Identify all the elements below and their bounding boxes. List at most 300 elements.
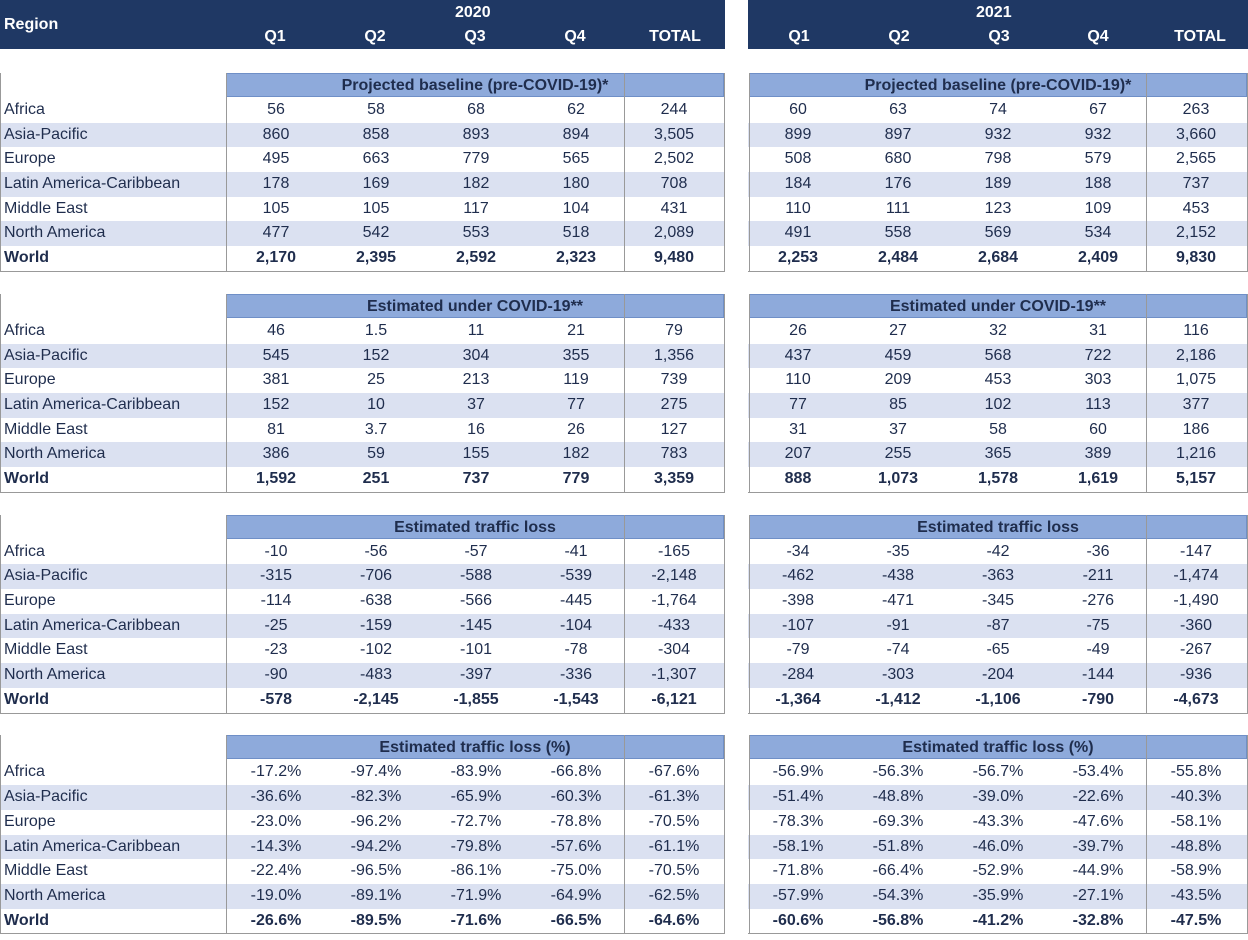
region-label: Asia-Pacific — [4, 788, 88, 806]
section-title: Estimated under COVID-19** — [749, 294, 1247, 318]
cell-q2: 897 — [884, 125, 912, 143]
cell-q3: 568 — [984, 346, 1012, 364]
cell-q3: -52.9% — [972, 862, 1024, 880]
cell-q2: -56.3% — [872, 763, 924, 781]
cell-q2: 3.7 — [364, 420, 388, 438]
cell-q2: -66.4% — [872, 862, 924, 880]
col-q4: Q4 — [564, 28, 586, 45]
col-q2: Q2 — [888, 28, 910, 45]
cell-q3: 213 — [462, 371, 490, 389]
cell-q3: 16 — [467, 420, 485, 438]
cell-q4: -276 — [1081, 592, 1115, 609]
table-row — [0, 172, 725, 197]
year-2021-label: 2021 — [976, 4, 1012, 21]
cell-total: -61.3% — [648, 788, 700, 806]
region-label: World — [4, 469, 50, 487]
grid-line — [1146, 73, 1147, 271]
section-title: Estimated traffic loss (%) — [749, 735, 1247, 759]
cell-q2: -91 — [886, 616, 910, 634]
cell-q3: -43.3% — [972, 812, 1024, 830]
grid-line — [226, 294, 227, 492]
table-row — [0, 540, 725, 565]
table-row — [0, 859, 725, 884]
cell-q2: 176 — [884, 175, 912, 193]
region-label: World — [4, 911, 50, 929]
cell-q3: 123 — [984, 199, 1012, 217]
table-row — [748, 221, 1248, 246]
world-row — [0, 467, 725, 492]
cell-q4: 180 — [562, 175, 590, 193]
cell-q3: -86.1% — [450, 862, 502, 880]
cell-q2: 2,395 — [355, 249, 397, 267]
cell-q3: -363 — [981, 567, 1015, 585]
region-label: Latin America-Caribbean — [4, 395, 181, 413]
cell-q4: 932 — [1084, 125, 1112, 143]
cell-total: 263 — [1182, 101, 1210, 118]
cell-q4: -32.8% — [1072, 911, 1124, 929]
cell-q2: 169 — [362, 175, 390, 193]
cell-q3: 68 — [467, 101, 485, 118]
region-label: Asia-Pacific — [4, 346, 88, 364]
region-label: Middle East — [4, 199, 88, 217]
cell-q4: -60.3% — [550, 788, 602, 806]
cell-q4: 113 — [1085, 395, 1111, 413]
cell-total: -267 — [1179, 641, 1213, 659]
cell-q1: -19.0% — [250, 886, 302, 904]
cell-q1: 60 — [789, 101, 807, 118]
cell-q4: -49 — [1086, 641, 1110, 659]
grid-line — [226, 73, 227, 271]
table-row — [0, 564, 725, 589]
cell-q3: 365 — [984, 445, 1012, 463]
cell-q1: -14.3% — [250, 837, 302, 855]
cell-q4: -27.1% — [1072, 886, 1124, 904]
cell-total: 1,216 — [1175, 445, 1217, 463]
cell-q4: 534 — [1084, 224, 1112, 242]
table-row — [748, 663, 1248, 688]
cell-q3: -1,106 — [975, 690, 1021, 708]
cell-q4: -75.0% — [550, 862, 602, 880]
region-label: North America — [4, 224, 106, 242]
cell-q2: -706 — [359, 567, 393, 585]
cell-q2: -69.3% — [872, 812, 924, 830]
cell-q3: -1,855 — [453, 690, 499, 708]
cell-q3: 117 — [463, 199, 489, 217]
year-2020-label: 2020 — [455, 4, 491, 21]
cell-q4: 62 — [567, 101, 585, 118]
cell-q3: 304 — [462, 346, 490, 364]
cell-q4: -104 — [559, 616, 593, 634]
table-row — [0, 147, 725, 172]
cell-q2: 58 — [367, 101, 385, 118]
cell-total: -360 — [1179, 616, 1213, 634]
grid-line — [749, 515, 750, 713]
region-label: Latin America-Caribbean — [4, 837, 181, 855]
cell-q3: -101 — [459, 641, 493, 659]
grid-line — [226, 735, 227, 933]
grid-line — [748, 271, 1248, 272]
region-label: Asia-Pacific — [4, 125, 88, 143]
cell-q1: 207 — [784, 445, 812, 463]
cell-q3: 2,592 — [455, 249, 497, 267]
grid-line — [749, 735, 750, 933]
region-label: Africa — [4, 763, 45, 781]
cell-q4: 722 — [1084, 346, 1112, 364]
cell-q3: -56.7% — [972, 763, 1024, 781]
table-row — [0, 368, 725, 393]
cell-q3: 779 — [462, 150, 490, 168]
region-label: Latin America-Caribbean — [4, 616, 181, 634]
cell-total: 2,089 — [653, 224, 695, 242]
cell-total: -47.5% — [1170, 911, 1222, 929]
table-row — [748, 98, 1248, 123]
cell-q1: 437 — [784, 346, 812, 364]
cell-q1: -34 — [786, 542, 810, 560]
cell-q2: 27 — [889, 321, 907, 339]
cell-q1: -107 — [781, 616, 815, 634]
grid-line — [749, 73, 750, 271]
grid-line — [724, 294, 725, 492]
table-row — [748, 638, 1248, 663]
cell-q3: 569 — [984, 224, 1012, 242]
cell-total: -1,474 — [1173, 567, 1219, 585]
world-row — [748, 909, 1248, 934]
cell-total: -1,307 — [651, 666, 697, 684]
cell-total: 453 — [1182, 199, 1210, 217]
cell-q1: 1,592 — [255, 469, 297, 487]
cell-q3: -72.7% — [450, 812, 502, 830]
cell-total: 2,152 — [1175, 224, 1217, 242]
region-label: Middle East — [4, 641, 88, 659]
cell-total: 739 — [660, 371, 688, 389]
cell-q1: 77 — [789, 395, 807, 413]
cell-q3: -145 — [459, 616, 493, 634]
table-row — [748, 835, 1248, 860]
cell-q4: -66.8% — [550, 763, 602, 781]
grid-line — [1146, 735, 1147, 933]
cell-q3: -79.8% — [450, 837, 502, 855]
cell-q1: -462 — [781, 567, 815, 585]
cell-q3: 893 — [462, 125, 490, 143]
cell-q1: 152 — [262, 395, 290, 413]
cell-q3: -87 — [986, 616, 1010, 634]
cell-total: -6,121 — [651, 690, 697, 708]
grid-line — [226, 515, 227, 713]
cell-q4: -53.4% — [1072, 763, 1124, 781]
cell-q3: 453 — [984, 371, 1012, 389]
cell-q2: -471 — [881, 592, 915, 609]
cell-q1: -36.6% — [250, 788, 302, 806]
cell-total: -165 — [657, 542, 691, 560]
section-title: Estimated traffic loss — [749, 515, 1247, 539]
cell-q4: 77 — [567, 395, 585, 413]
cell-q3: -39.0% — [972, 788, 1024, 806]
cell-q4: -36 — [1086, 542, 1110, 560]
cell-q1: -51.4% — [772, 788, 824, 806]
cell-q4: 1,619 — [1077, 469, 1119, 487]
cell-q1: 105 — [262, 199, 290, 217]
cell-q4: 104 — [562, 199, 590, 217]
cell-q1: -315 — [259, 567, 293, 585]
cell-total: 1,356 — [653, 346, 695, 364]
section-4 — [0, 735, 725, 933]
cell-q3: 58 — [989, 420, 1007, 438]
cell-q1: 110 — [785, 199, 811, 217]
table-row — [748, 884, 1248, 909]
cell-q3: -71.9% — [450, 886, 502, 904]
table-row — [0, 98, 725, 123]
cell-q2: 1.5 — [364, 321, 388, 339]
cell-total: 3,660 — [1175, 125, 1217, 143]
cell-total: 783 — [660, 445, 688, 463]
grid-line — [0, 271, 725, 272]
cell-q4: 60 — [1089, 420, 1107, 438]
cell-q1: -10 — [264, 542, 288, 560]
cell-q4: 21 — [567, 321, 585, 339]
cell-q2: -96.2% — [350, 812, 402, 830]
cell-q1: 381 — [262, 371, 290, 389]
table-row — [0, 785, 725, 810]
cell-q3: 553 — [462, 224, 490, 242]
cell-q3: 102 — [984, 395, 1012, 413]
grid-line — [0, 73, 1, 271]
grid-line — [624, 73, 625, 271]
cell-q2: -1,412 — [875, 690, 921, 708]
cell-q2: -89.1% — [350, 886, 402, 904]
cell-q2: 25 — [367, 371, 385, 389]
cell-total: -62.5% — [648, 886, 700, 904]
cell-q2: -438 — [881, 567, 915, 585]
cell-q4: -211 — [1082, 567, 1114, 585]
cell-q4: -78 — [564, 641, 588, 659]
cell-total: -147 — [1179, 542, 1213, 560]
cell-total: 5,157 — [1175, 469, 1217, 487]
cell-total: -2,148 — [651, 567, 697, 585]
cell-q2: -2,145 — [353, 690, 399, 708]
cell-q1: -58.1% — [772, 837, 824, 855]
table-row — [748, 418, 1248, 443]
grid-line — [0, 294, 1, 492]
region-label: Europe — [4, 150, 56, 168]
cell-q2: -56.8% — [872, 911, 924, 929]
grid-line — [748, 492, 1248, 493]
cell-total: -70.5% — [648, 862, 700, 880]
cell-q4: -47.6% — [1072, 812, 1124, 830]
section-1 — [748, 73, 1248, 271]
grid-line — [0, 933, 725, 934]
grid-line — [724, 515, 725, 713]
cell-q2: 105 — [362, 199, 390, 217]
table-row — [0, 197, 725, 222]
cell-total: -433 — [657, 616, 691, 634]
cell-q2: 680 — [884, 150, 912, 168]
cell-q2: -102 — [359, 641, 393, 659]
cell-q2: 255 — [884, 445, 912, 463]
grid-line — [749, 294, 750, 492]
cell-total: 79 — [665, 321, 683, 339]
cell-q1: 184 — [784, 175, 812, 193]
region-label: Africa — [4, 542, 45, 560]
cell-q4: -57.6% — [550, 837, 602, 855]
cell-total: -55.8% — [1170, 763, 1222, 781]
cell-q2: -97.4% — [350, 763, 402, 781]
col-q3: Q3 — [464, 28, 486, 45]
table-row — [0, 760, 725, 785]
cell-q3: -57 — [464, 542, 488, 560]
cell-q3: -345 — [981, 592, 1015, 609]
cell-q4: -39.7% — [1072, 837, 1124, 855]
world-row — [748, 467, 1248, 492]
region-label: World — [4, 690, 50, 708]
cell-total: 3,505 — [653, 125, 695, 143]
table-row — [748, 197, 1248, 222]
cell-q2: -35 — [886, 542, 910, 560]
world-row — [0, 246, 725, 271]
cell-q4: -41 — [564, 542, 588, 560]
cell-q3: -588 — [459, 567, 493, 585]
cell-q2: -638 — [359, 592, 393, 609]
cell-q1: 899 — [784, 125, 812, 143]
section-2 — [0, 294, 725, 492]
table-row — [0, 123, 725, 148]
cell-q2: -159 — [359, 616, 393, 634]
cell-q1: 2,170 — [255, 249, 297, 267]
region-label: Europe — [4, 812, 56, 830]
cell-q4: 389 — [1084, 445, 1112, 463]
cell-total: 9,830 — [1175, 249, 1217, 267]
cell-q3: 11 — [467, 321, 485, 339]
cell-total: -43.5% — [1170, 886, 1222, 904]
cell-q1: 860 — [262, 125, 290, 143]
table-row — [748, 589, 1248, 614]
cell-q3: 155 — [462, 445, 490, 463]
region-label: Europe — [4, 371, 56, 389]
cell-total: 708 — [660, 175, 688, 193]
cell-q4: 355 — [562, 346, 590, 364]
table-row — [748, 147, 1248, 172]
cell-q1: -1,364 — [775, 690, 821, 708]
cell-q2: -483 — [359, 666, 393, 684]
cell-q2: 1,073 — [877, 469, 919, 487]
cell-q3: 1,578 — [977, 469, 1019, 487]
cell-q3: -41.2% — [972, 911, 1024, 929]
cell-q1: 26 — [789, 321, 807, 339]
cell-q2: 558 — [884, 224, 912, 242]
cell-q3: -42 — [986, 542, 1010, 560]
grid-line — [748, 713, 1248, 714]
table-row — [0, 810, 725, 835]
cell-q1: 477 — [262, 224, 290, 242]
cell-q2: -74 — [886, 641, 910, 659]
cell-q1: -56.9% — [772, 763, 824, 781]
cell-q4: 779 — [562, 469, 590, 487]
cell-q1: -71.8% — [772, 862, 824, 880]
cell-q1: 508 — [784, 150, 812, 168]
cell-q4: 2,323 — [555, 249, 597, 267]
cell-total: 127 — [660, 420, 688, 438]
table-row — [748, 540, 1248, 565]
grid-line — [0, 515, 1, 713]
cell-q4: 579 — [1084, 150, 1112, 168]
region-label: Middle East — [4, 862, 88, 880]
cell-q3: 74 — [989, 101, 1007, 118]
cell-q1: -26.6% — [250, 911, 302, 929]
cell-q2: 63 — [889, 101, 907, 118]
cell-q2: 10 — [367, 395, 385, 413]
cell-q4: 26 — [567, 420, 585, 438]
section-title: Projected baseline (pre-COVID-19)* — [749, 73, 1247, 97]
cell-total: 1,075 — [1175, 371, 1217, 389]
cell-total: -936 — [1179, 666, 1213, 684]
cell-q1: -17.2% — [250, 763, 302, 781]
region-label: World — [4, 249, 50, 267]
cell-total: -1,490 — [1173, 592, 1219, 609]
world-row — [748, 688, 1248, 713]
cell-q1: -114 — [260, 592, 292, 609]
table-row — [748, 760, 1248, 785]
cell-q4: -44.9% — [1072, 862, 1124, 880]
table-row — [748, 172, 1248, 197]
region-label: North America — [4, 666, 106, 684]
cell-q3: -204 — [981, 666, 1015, 684]
region-label: North America — [4, 445, 106, 463]
cell-q1: 386 — [262, 445, 290, 463]
table-row — [748, 123, 1248, 148]
table-row — [748, 810, 1248, 835]
cell-q2: 542 — [362, 224, 390, 242]
grid-line — [1146, 515, 1147, 713]
grid-line — [0, 735, 1, 933]
cell-q3: -566 — [459, 592, 493, 609]
col-q1: Q1 — [788, 28, 810, 45]
cell-q3: 182 — [462, 175, 490, 193]
cell-q1: 56 — [267, 101, 285, 118]
cell-total: 2,502 — [653, 150, 695, 168]
cell-q4: -78.8% — [550, 812, 602, 830]
cell-total: -70.5% — [648, 812, 700, 830]
cell-q2: -56 — [364, 542, 388, 560]
cell-q1: -25 — [264, 616, 288, 634]
cell-q4: 109 — [1084, 199, 1112, 217]
cell-q2: -82.3% — [350, 788, 402, 806]
cell-q1: -57.9% — [772, 886, 824, 904]
cell-total: 186 — [1182, 420, 1210, 438]
cell-q1: 31 — [789, 420, 807, 438]
table-row — [748, 785, 1248, 810]
cell-q4: -22.6% — [1072, 788, 1124, 806]
table-row — [0, 663, 725, 688]
cell-total: -1,764 — [651, 592, 697, 609]
table-row — [748, 614, 1248, 639]
cell-total: 377 — [1182, 395, 1210, 413]
cell-q3: -35.9% — [972, 886, 1024, 904]
cell-q1: 2,253 — [777, 249, 819, 267]
cell-q3: -65 — [986, 641, 1010, 659]
cell-total: -48.8% — [1170, 837, 1222, 855]
region-label: Latin America-Caribbean — [4, 175, 181, 193]
cell-q2: -54.3% — [872, 886, 924, 904]
cell-q1: 178 — [262, 175, 290, 193]
world-row — [748, 246, 1248, 271]
col-total: TOTAL — [649, 28, 701, 45]
table-row — [748, 344, 1248, 369]
grid-line — [0, 492, 725, 493]
region-label: Asia-Pacific — [4, 567, 88, 585]
section-title: Estimated traffic loss — [226, 515, 724, 539]
cell-total: 116 — [1183, 321, 1209, 339]
cell-q2: -51.8% — [872, 837, 924, 855]
cell-q1: 495 — [262, 150, 290, 168]
